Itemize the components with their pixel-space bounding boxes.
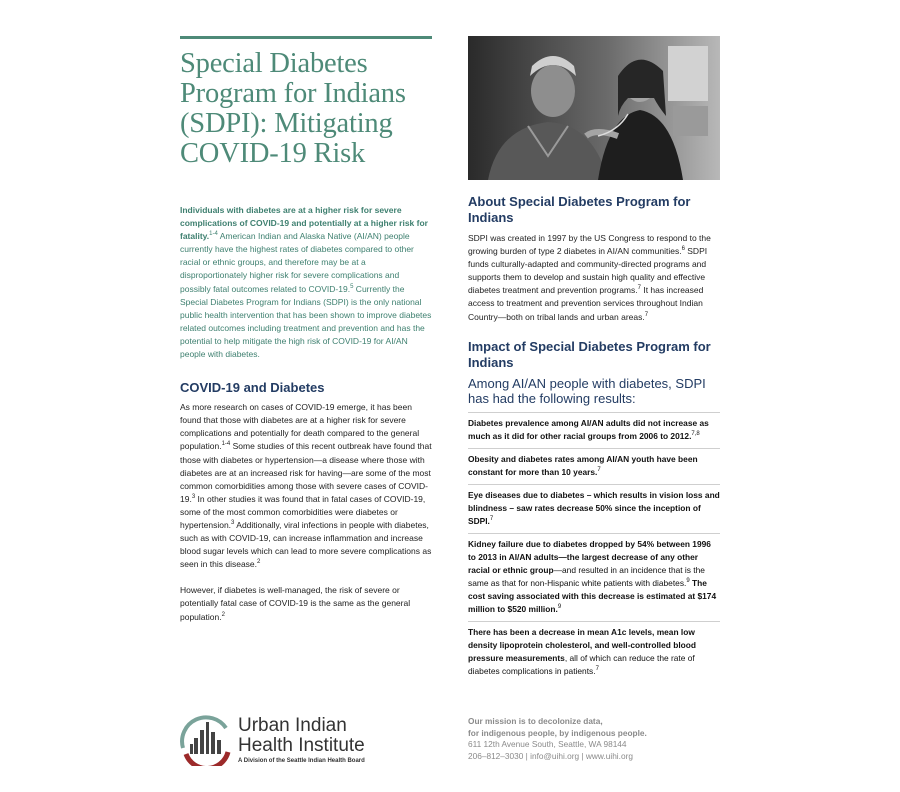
covid-paragraph-2: [180, 584, 432, 623]
result-text: , all of which can reduce the rate of diabetes complications in patients.: [468, 652, 695, 676]
covid-heading: COVID-19 and Diabetes: [180, 380, 325, 396]
ref: 1-4: [221, 441, 231, 448]
covid-text: As more research on cases of COVID-19 emerge, it has been found that those with diabetes are at a higher risk for severe complications and potentially for death compared to the general population.: [180, 402, 420, 452]
clinician-listening-with-stethoscope-photo: [468, 36, 720, 180]
logo-line-1: Urban Indian: [238, 715, 347, 736]
result-text: Diabetes prevalence among AI/AN adults did not increase as much as it did for other racial groups from 2006 to 2012.: [468, 417, 709, 441]
logo-subtitle: A Division of the Seattle Indian Health Board: [238, 758, 365, 764]
intro-paragraph: [180, 204, 432, 361]
ref: 6: [681, 246, 685, 253]
impact-heading: Impact of Special Diabetes Program for Indians: [468, 338, 711, 370]
result-item: [468, 621, 720, 683]
mission-text: Our mission is to decolonize data,: [468, 716, 603, 726]
ref: 7: [644, 311, 649, 318]
result-text: Eye diseases due to diabetes – which results in vision loss and blindness – saw rates decrease 50% since the inception of SDPI.: [468, 489, 720, 526]
result-text: —and resulted in an incidence that is the same as that for non-Hispanic white patients with diabetes.: [468, 564, 705, 588]
result-item: [468, 484, 720, 533]
footer-contact: 206–812–3030 | info@uihi.org | www.uihi.org: [468, 750, 633, 761]
result-text: There has been a decrease in mean A1c levels, mean low density lipoprotein cholesterol, and well-controlled blood pressure measurements: [468, 626, 697, 663]
logo-line-2: Health Institute: [238, 735, 365, 756]
page-title: Special Diabetes Program for Indians (SDPI): Mitigating COVID-19 Risk: [180, 48, 406, 169]
ref: 1-4: [209, 231, 218, 238]
ref: 2: [257, 559, 261, 566]
ref: 3: [231, 520, 235, 527]
ref: 7: [597, 466, 601, 473]
left-column: [180, 36, 432, 624]
result-item: [468, 412, 720, 448]
ref: 9: [557, 603, 562, 610]
mission-text: for indigenous people, by indigenous people.: [468, 727, 647, 738]
uihi-logo: [180, 714, 440, 766]
about-text: SDPI funds culturally-adapted and community-directed programs and supports them to develop and sustain high quality and effective diabetes treatment and prevention programs.: [468, 246, 708, 296]
right-column: [468, 36, 720, 683]
ref: 2: [221, 611, 225, 618]
covid-paragraph: [180, 401, 432, 571]
uihi-skyline-logo-icon: [180, 714, 234, 766]
ref: 5: [350, 283, 354, 290]
result-item: [468, 448, 720, 484]
footer-info: [468, 716, 728, 762]
result-text: The cost saving associated with this decrease is estimated at $174 million to $520 million.: [468, 577, 717, 614]
impact-subheading: Among AI/AN people with diabetes, SDPI has had the following results:: [468, 375, 706, 407]
about-text: SDPI was created in 1997 by the US Congress to respond to the growing burden of type 2 diabetes in AI/AN communities.: [468, 233, 711, 257]
covid-text: Additionally, viral infections in people with diabetes, such as with COVID-19, can increase inflammation and increase blood sugar levels which can lead to more severe complications as seen in this disease.: [180, 519, 432, 570]
ref: 7,8: [691, 430, 700, 437]
result-item: [468, 533, 720, 621]
result-text: Obesity and diabetes rates among AI/AN youth have been constant for more than 10 years.: [468, 453, 698, 477]
ref: 7: [637, 285, 641, 292]
intro-lead: Individuals with diabetes are at a higher risk for severe complications of COVID-19 and potentially at a higher risk for fatality.: [180, 205, 428, 242]
ref: 9: [686, 577, 690, 584]
about-paragraph: [468, 232, 720, 324]
about-text: It has increased access to treatment and prevention services throughout Indian Country—both on tribal lands and urban areas.: [468, 285, 704, 322]
ref: 7: [595, 665, 599, 672]
covid-text: However, if diabetes is well-managed, the risk of severe or potentially fatal case of COVID-19 is the same as the general population.: [180, 585, 411, 622]
ref: 7: [489, 515, 494, 522]
result-text: Kidney failure due to diabetes dropped by 54% between 1996 to 2013 in AI/AN adults—the largest decrease of any other racial or ethnic group: [468, 538, 711, 575]
covid-text: Some studies of this recent outbreak have found that those with diabetes or hypertension—a disease where those with diabetes are at an increased risk for having—are some of the most common comorbidities among those with severe cases of COVID-19.: [180, 441, 432, 504]
footer-address: 611 12th Avenue South, Seattle, WA 98144: [468, 739, 627, 750]
intro-text: American Indian and Alaska Native (AI/AN) people currently have the highest rates of diabetes compared to other racial or ethnic groups, and therefore may be at a disproportionately higher risk for severe complications and possibly fatal outcomes related to COVID-19.: [180, 231, 414, 294]
mission-line-1: [468, 716, 728, 728]
title-rule: [180, 36, 432, 39]
about-heading: About Special Diabetes Program for Indians: [468, 194, 691, 225]
mission-line-2: [468, 728, 728, 740]
results-list: [468, 412, 720, 683]
intro-text: Currently the Special Diabetes Program for Indians (SDPI) is the only national public health intervention that has been shown to improve diabetes related outcomes including treatment and prevention and has the potential to help mitigate the high risk of COVID-19 for AI/AN people with diabetes.: [180, 283, 432, 360]
ref: 3: [191, 493, 196, 500]
covid-text: In other studies it was found that in fatal cases of COVID-19, some of the most common comorbidities were diabetes or hypertension.: [180, 493, 426, 530]
clinician-photo: [468, 36, 720, 180]
